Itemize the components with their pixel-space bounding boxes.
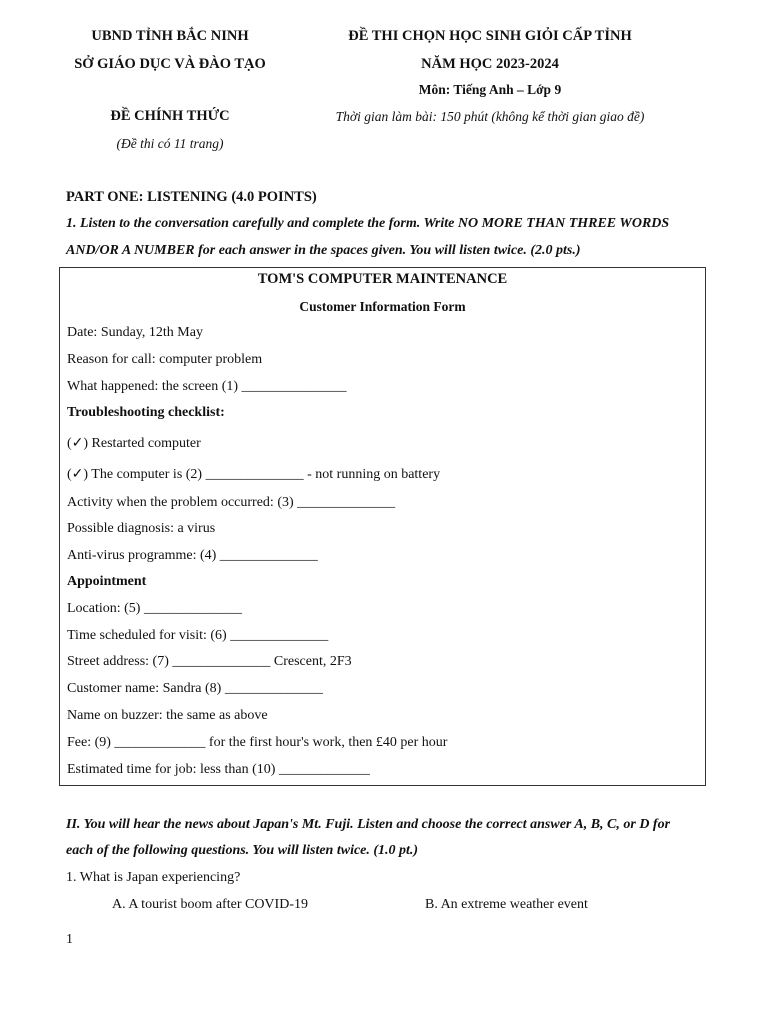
question-1: 1. What is Japan experiencing?	[66, 870, 241, 885]
form-line-diagnosis: Possible diagnosis: a virus	[67, 521, 216, 536]
official-exam-label: ĐỀ CHÍNH THỨC	[110, 108, 230, 124]
form-subtitle: Customer Information Form	[299, 299, 466, 314]
section1-instruction-line1: 1. Listen to the conversation carefully and complete the form. Write NO MORE THAN THREE WORDS	[66, 216, 670, 231]
section2-instruction-line2: each of the following questions. You will listen twice. (1.0 pt.)	[66, 843, 419, 858]
section1-instruction-line2: AND/OR A NUMBER for each answer in the spaces given. You will listen twice. (2.0 pts.)	[66, 243, 581, 258]
form-line-check2: (✓) The computer is (2) ______________ - not running on battery	[67, 467, 441, 482]
form-line-check1: (✓) Restarted computer	[67, 436, 201, 451]
appointment-heading: Appointment	[67, 574, 147, 589]
page-count-note: (Đề thi có 11 trang)	[116, 136, 224, 151]
form-line-antivirus: Anti-virus programme: (4) ______________	[67, 548, 318, 563]
form-line-reason: Reason for call: computer problem	[67, 352, 263, 367]
checklist-heading: Troubleshooting checklist:	[67, 405, 225, 420]
question-1-option-a: A. A tourist boom after COVID-19	[112, 897, 308, 912]
form-line-buzzer: Name on buzzer: the same as above	[67, 708, 268, 723]
subject-grade: Môn: Tiếng Anh – Lớp 9	[418, 82, 562, 97]
time-allowed: Thời gian làm bài: 150 phút (không kể thời gian giao đề)	[335, 109, 645, 124]
form-line-fee: Fee: (9) _____________ for the first hour's work, then £40 per hour	[67, 735, 448, 750]
form-line-activity: Activity when the problem occurred: (3) ______________	[67, 495, 396, 510]
form-title: TOM'S COMPUTER MAINTENANCE	[257, 271, 508, 287]
exam-title: ĐỀ THI CHỌN HỌC SINH GIỎI CẤP TỈNH	[348, 28, 632, 44]
part-one-heading: PART ONE: LISTENING (4.0 POINTS)	[66, 189, 317, 205]
header-authority: UBND TỈNH BẮC NINH	[91, 28, 249, 44]
form-line-date: Date: Sunday, 12th May	[67, 325, 203, 340]
question-1-option-b: B. An extreme weather event	[425, 897, 588, 912]
page-number: 1	[66, 932, 73, 947]
form-line-what-happened: What happened: the screen (1) _______________	[67, 379, 347, 394]
form-line-estimated: Estimated time for job: less than (10) _____________	[67, 762, 370, 777]
form-line-street: Street address: (7) ______________ Crescent, 2F3	[67, 654, 352, 669]
form-line-customer: Customer name: Sandra (8) ______________	[67, 681, 323, 696]
school-year: NĂM HỌC 2023-2024	[421, 56, 559, 72]
section2-instruction-line1: II. You will hear the news about Japan's Mt. Fuji. Listen and choose the correct answer A, B, C, or D for	[66, 817, 671, 832]
form-line-time: Time scheduled for visit: (6) ______________	[67, 628, 329, 643]
form-line-location: Location: (5) ______________	[67, 601, 242, 616]
header-department: SỞ GIÁO DỤC VÀ ĐÀO TẠO	[74, 56, 266, 72]
customer-form-box	[59, 267, 706, 786]
